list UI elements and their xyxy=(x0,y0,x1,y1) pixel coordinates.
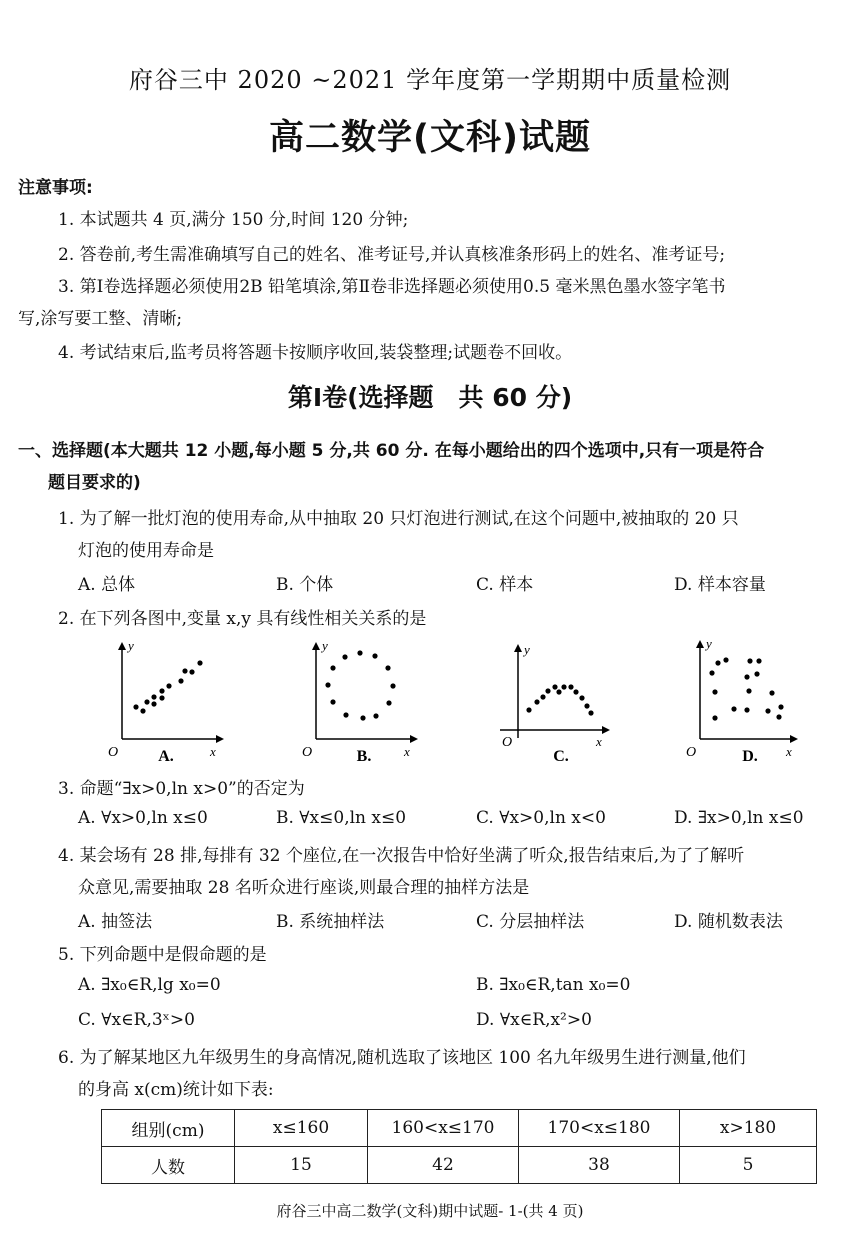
data-point xyxy=(776,714,781,719)
data-point xyxy=(151,701,156,706)
q1-option-c: C. 样本 xyxy=(476,575,534,595)
y-axis-label: y xyxy=(524,642,530,657)
scatter-chart-d xyxy=(686,632,806,764)
data-point xyxy=(343,712,348,717)
data-point xyxy=(744,674,749,679)
data-point xyxy=(561,684,566,689)
data-point xyxy=(330,665,335,670)
data-point xyxy=(584,703,589,708)
table-row xyxy=(102,1110,817,1147)
data-point xyxy=(182,668,187,673)
data-point xyxy=(709,670,714,675)
data-point xyxy=(712,689,717,694)
x-axis-label: x xyxy=(404,744,410,759)
origin-label: O xyxy=(108,745,119,760)
table-header-cell: x>180 xyxy=(680,1110,817,1147)
question-5-stem: 5. 下列命题中是假命题的是 xyxy=(58,945,267,965)
table-row-label: 人数 xyxy=(102,1147,235,1184)
data-point xyxy=(178,678,183,683)
data-point xyxy=(723,657,728,662)
data-point xyxy=(197,660,202,665)
q5-option-d: D. ∀x∈R,x²>0 xyxy=(476,1010,592,1030)
table-cell: 38 xyxy=(519,1147,680,1184)
y-axis-label: y xyxy=(322,638,328,653)
data-point xyxy=(385,665,390,670)
note-item: 2. 答卷前,考生需准确填写自己的姓名、准考证号,并认真核准条形码上的姓名、准考证号; xyxy=(58,245,726,265)
question-6-stem: 的身高 x(cm)统计如下表: xyxy=(78,1080,274,1100)
data-point xyxy=(568,684,573,689)
question-1-stem: 1. 为了解一批灯泡的使用寿命,从中抽取 20 只灯泡进行测试,在这个问题中,被抽取的 20 只 xyxy=(58,509,739,529)
data-point xyxy=(715,660,720,665)
data-point xyxy=(754,671,759,676)
data-point xyxy=(545,688,550,693)
table-row xyxy=(102,1147,817,1184)
question-4-stem: 众意见,需要抽取 28 名听众进行座谈,则最合理的抽样方法是 xyxy=(78,878,530,898)
q5-option-c: C. ∀x∈R,3ˣ>0 xyxy=(78,1010,195,1030)
page-footer: 府谷三中高二数学(文科)期中试题- 1-(共 4 页) xyxy=(276,1202,584,1220)
data-point xyxy=(526,707,531,712)
note-item: 1. 本试题共 4 页,满分 150 分,时间 120 分钟; xyxy=(58,210,409,230)
q1-option-b: B. 个体 xyxy=(276,575,334,595)
height-stats-table xyxy=(101,1109,817,1184)
notes-heading: 注意事项: xyxy=(18,178,93,198)
question-2-stem: 2. 在下列各图中,变量 x,y 具有线性相关关系的是 xyxy=(58,609,427,629)
data-point xyxy=(330,699,335,704)
question-1-stem: 灯泡的使用寿命是 xyxy=(78,541,214,561)
origin-label: O xyxy=(686,745,697,760)
table-header-cell: 160<x≤170 xyxy=(368,1110,519,1147)
data-point xyxy=(342,654,347,659)
data-point xyxy=(552,684,557,689)
origin-label: O xyxy=(502,735,513,750)
part-instructions: 题目要求的) xyxy=(48,473,141,493)
q4-option-a: A. 抽签法 xyxy=(78,912,153,932)
data-point xyxy=(357,650,362,655)
chart-caption: C. xyxy=(553,748,569,764)
table-header-cell: x≤160 xyxy=(235,1110,368,1147)
q3-option-a: A. ∀x>0,ln x≤0 xyxy=(78,808,208,828)
table-header-cell: 170<x≤180 xyxy=(519,1110,680,1147)
note-item: 3. 第Ⅰ卷选择题必须使用2B 铅笔填涂,第Ⅱ卷非选择题必须使用0.5 毫米黑色墨水签字笔书 xyxy=(58,277,726,297)
q5-option-a: A. ∃x₀∈R,lg x₀=0 xyxy=(78,975,221,995)
table-cell: 42 xyxy=(368,1147,519,1184)
q1-option-a: A. 总体 xyxy=(78,575,136,595)
data-point xyxy=(747,658,752,663)
data-point xyxy=(540,694,545,699)
data-point xyxy=(166,683,171,688)
data-point xyxy=(556,689,561,694)
chart-caption: A. xyxy=(158,748,174,764)
data-point xyxy=(579,695,584,700)
x-axis-label: x xyxy=(786,744,792,759)
data-point xyxy=(746,688,751,693)
data-point xyxy=(140,708,145,713)
q3-option-b: B. ∀x≤0,ln x≤0 xyxy=(276,808,407,828)
data-point xyxy=(778,704,783,709)
question-6-stem: 6. 为了解某地区九年级男生的身高情况,随机选取了该地区 100 名九年级男生进行测量,他们 xyxy=(58,1048,746,1068)
data-point xyxy=(390,683,395,688)
data-point xyxy=(731,706,736,711)
data-point xyxy=(769,690,774,695)
data-point xyxy=(573,689,578,694)
data-point xyxy=(373,713,378,718)
data-point xyxy=(144,699,149,704)
data-point xyxy=(325,682,330,687)
scatter-chart-c xyxy=(500,634,620,764)
part-instructions: 一、选择题(本大题共 12 小题,每小题 5 分,共 60 分. 在每小题给出的四个选项中,只有一项是符合 xyxy=(18,441,765,461)
table-cell: 5 xyxy=(680,1147,817,1184)
data-point xyxy=(133,704,138,709)
data-point xyxy=(372,653,377,658)
table-header-cell: 组别(cm) xyxy=(102,1110,235,1147)
q5-option-b: B. ∃x₀∈R,tan x₀=0 xyxy=(476,975,631,995)
q4-option-d: D. 随机数表法 xyxy=(674,912,783,932)
data-point xyxy=(151,694,156,699)
y-axis-label: y xyxy=(706,636,712,651)
scatter-chart-a xyxy=(108,634,228,764)
chart-caption: B. xyxy=(356,748,372,764)
data-point xyxy=(744,707,749,712)
chart-caption: D. xyxy=(742,748,758,764)
q3-option-d: D. ∃x>0,ln x≤0 xyxy=(674,808,804,828)
data-point xyxy=(386,700,391,705)
note-item: 写,涂写要工整、清晰; xyxy=(18,309,183,329)
data-point xyxy=(534,699,539,704)
q4-option-c: C. 分层抽样法 xyxy=(476,912,585,932)
data-point xyxy=(189,669,194,674)
question-4-stem: 4. 某会场有 28 排,每排有 32 个座位,在一次报告中恰好坐满了听众,报告结束后,为了了解听 xyxy=(58,846,745,866)
data-point xyxy=(712,715,717,720)
q3-option-c: C. ∀x>0,ln x<0 xyxy=(476,808,606,828)
x-axis-label: x xyxy=(596,734,602,749)
exam-header-title: 府谷三中 2020 ~2021 学年度第一学期期中质量检测 xyxy=(128,66,732,94)
q1-option-d: D. 样本容量 xyxy=(674,575,766,595)
y-axis-label: y xyxy=(128,638,134,653)
note-item: 4. 考试结束后,监考员将答题卡按顺序收回,装袋整理;试题卷不回收。 xyxy=(58,343,573,363)
table-cell: 15 xyxy=(235,1147,368,1184)
data-point xyxy=(360,715,365,720)
data-point xyxy=(159,695,164,700)
scatter-chart-b xyxy=(302,634,422,764)
question-3-stem: 3. 命题“∃x>0,ln x>0”的否定为 xyxy=(58,779,305,799)
data-point xyxy=(588,710,593,715)
exam-subject-title: 高二数学(文科)试题 xyxy=(269,118,591,158)
section-title: 第Ⅰ卷(选择题 共 60 分) xyxy=(287,383,573,412)
q4-option-b: B. 系统抽样法 xyxy=(276,912,385,932)
data-point xyxy=(756,658,761,663)
data-point xyxy=(159,688,164,693)
data-point xyxy=(765,708,770,713)
origin-label: O xyxy=(302,745,313,760)
x-axis-label: x xyxy=(210,744,216,759)
